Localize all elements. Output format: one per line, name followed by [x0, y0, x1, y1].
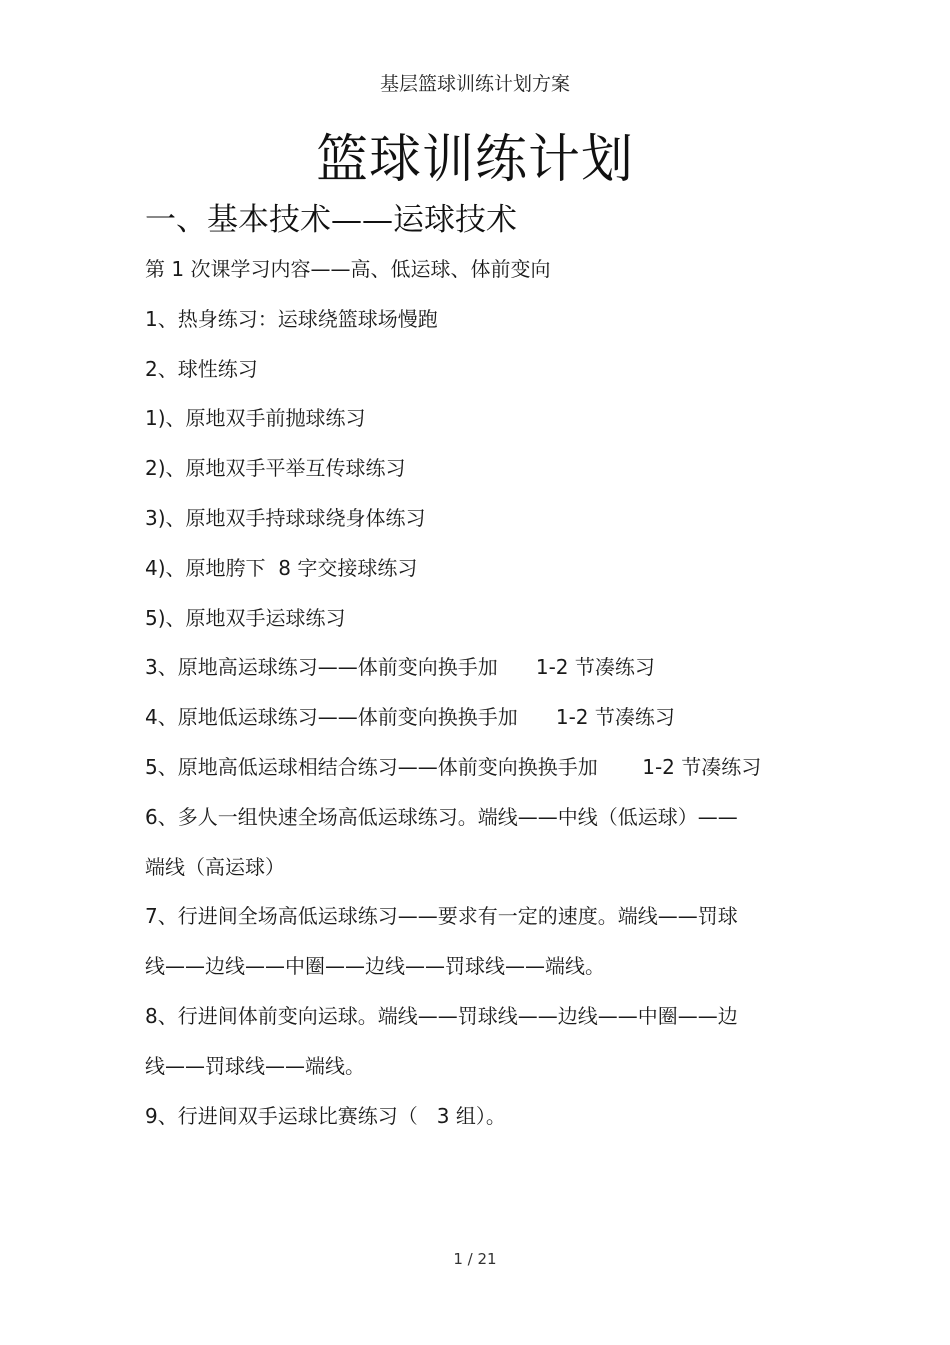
body-line: 5、原地高低运球相结合练习——体前变向换换手加 1-2 节凑练习 — [145, 754, 762, 779]
page-number: 1 / 21 — [453, 1250, 497, 1268]
body-line: 8、行进间体前变向运球。端线——罚球线——边线——中圈——边 — [145, 1003, 738, 1028]
body-line: 5)、原地双手运球练习 — [145, 605, 346, 630]
body-line: 线——罚球线——端线。 — [145, 1053, 365, 1078]
document-title: 篮球训练计划 — [315, 130, 634, 190]
body-line: 线——边线——中圈——边线——罚球线——端线。 — [145, 954, 605, 979]
lesson-line: 第 1 次课学习内容——高、低运球、体前变向 — [145, 257, 551, 281]
body-line: 7、行进间全场高低运球练习——要求有一定的速度。端线——罚球 — [145, 904, 738, 929]
section-heading: 一、基本技术——运球技术 — [145, 202, 517, 238]
body-line: 6、多人一组快速全场高低运球练习。端线——中线（低运球）—— — [145, 804, 738, 829]
body-line: 3、原地高运球练习——体前变向换手加 1-2 节凑练习 — [145, 655, 655, 680]
body-line: 2)、原地双手平举互传球练习 — [145, 456, 406, 481]
body-line: 4)、原地胯下 8 字交接球练习 — [145, 555, 418, 580]
body-line: 1、热身练习：运球绕篮球场慢跑 — [145, 306, 438, 331]
document-body — [145, 245, 825, 1141]
body-line: 4、原地低运球练习——体前变向换换手加 1-2 节凑练习 — [145, 705, 675, 730]
body-line: 1)、原地双手前抛球练习 — [145, 406, 366, 431]
body-line: 3)、原地双手持球球绕身体练习 — [145, 505, 426, 530]
body-line: 9、行进间双手运球比赛练习（ 3 组）。 — [145, 1103, 506, 1128]
body-line: 端线（高运球） — [145, 854, 285, 879]
running-header: 基层篮球训练计划方案 — [379, 73, 570, 95]
body-line: 2、球性练习 — [145, 356, 258, 381]
